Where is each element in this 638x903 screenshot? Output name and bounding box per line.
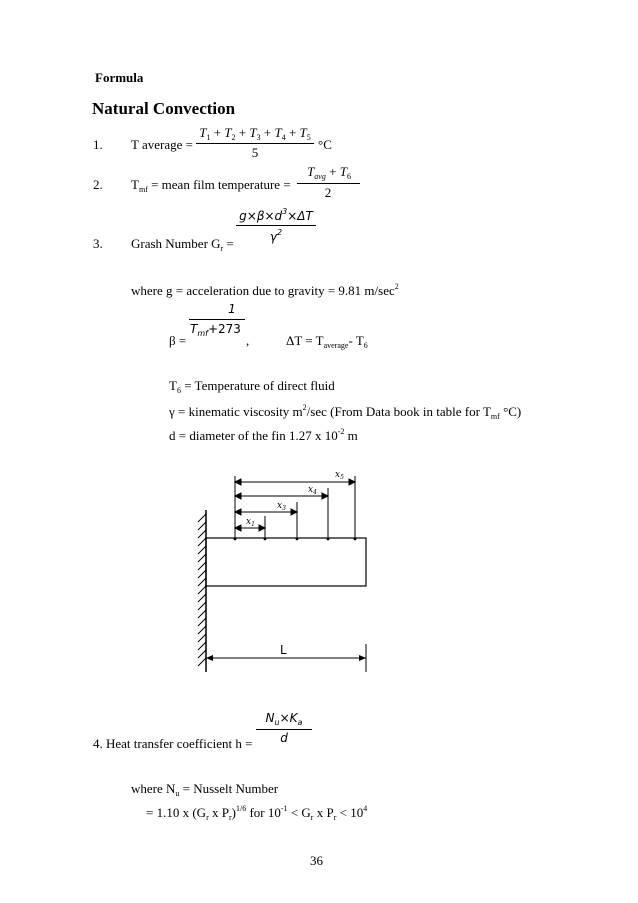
beta-comma: , bbox=[246, 333, 250, 348]
x5-label: $x_5$ bbox=[335, 470, 344, 481]
nusselt-definition: where $N_u$ = Nusselt Number bbox=[131, 781, 279, 798]
gamma-definition: γ = kinematic viscosity $m^2/\sec$ (From Data book in table for $T_{mf}$ °C) bbox=[169, 403, 522, 421]
diameter-definition: d = diameter of the fin 1.27 x $10^{-2}$ m bbox=[169, 427, 358, 443]
fin-diagram bbox=[180, 462, 390, 680]
item1-number: 1. bbox=[93, 137, 103, 152]
wall-hatching bbox=[198, 514, 206, 666]
item2-denominator: 2 bbox=[324, 185, 332, 200]
beta-label: β = bbox=[169, 333, 187, 348]
item1-unit: °C bbox=[318, 137, 332, 152]
h-numerator: $N_u\times K_a$ bbox=[265, 711, 303, 727]
item2-label: $T_{mf}$ = mean film temperature = bbox=[131, 177, 291, 194]
item2-fraction-bar bbox=[297, 183, 360, 184]
item3-number: 3. bbox=[93, 236, 103, 251]
formula-heading: Formula bbox=[95, 70, 144, 85]
page-number: 36 bbox=[310, 853, 323, 868]
x1-label: $x_1$ bbox=[246, 517, 255, 528]
item1-numerator: $T_1 + T_2 + T_3 + T_4 + T_5$ bbox=[199, 125, 311, 142]
beta-numerator: 1 bbox=[228, 302, 236, 316]
item4-label: 4. Heat transfer coefficient h = bbox=[93, 736, 253, 751]
item2-numerator: $T_{avg} + T_6$ bbox=[307, 164, 351, 181]
h-denominator: d bbox=[280, 731, 288, 745]
beta-fraction-bar bbox=[189, 319, 245, 320]
item1-label: T average = bbox=[131, 137, 193, 152]
delta-t-definition: $\Delta T = T_{average}-$ $T_6$ bbox=[286, 333, 368, 350]
grashof-fraction-bar bbox=[236, 225, 316, 226]
item1-denominator: 5 bbox=[251, 145, 259, 160]
grashof-numerator: $g\times\beta\times d^3\times\Delta T$ bbox=[239, 207, 313, 223]
item1-fraction-bar bbox=[196, 143, 314, 144]
h-fraction-bar bbox=[256, 729, 312, 730]
t6-definition: $T_6$ = Temperature of direct fluid bbox=[169, 378, 335, 395]
nusselt-correlation: = 1.10 x ($G_r$ x $P_r)^{1/6}$ for $10^{-1} < G_r$ x $P_r < 10^4$ bbox=[146, 804, 368, 822]
beta-denominator: $T_{mf}+273$ bbox=[190, 322, 241, 338]
section-title: Natural Convection bbox=[92, 99, 236, 118]
x4-label: $x_4$ bbox=[308, 485, 317, 496]
fin-body bbox=[206, 538, 366, 586]
gravity-line: where g = acceleration due to gravity = 9.81 $m/\sec^2$ bbox=[131, 282, 399, 298]
x3-label: $x_3$ bbox=[277, 501, 286, 512]
item3-label: Grash Number $G_r$ = bbox=[131, 236, 234, 253]
grashof-denominator: $\gamma^2$ bbox=[269, 228, 283, 244]
length-label: L bbox=[280, 643, 287, 657]
item2-number: 2. bbox=[93, 177, 103, 192]
